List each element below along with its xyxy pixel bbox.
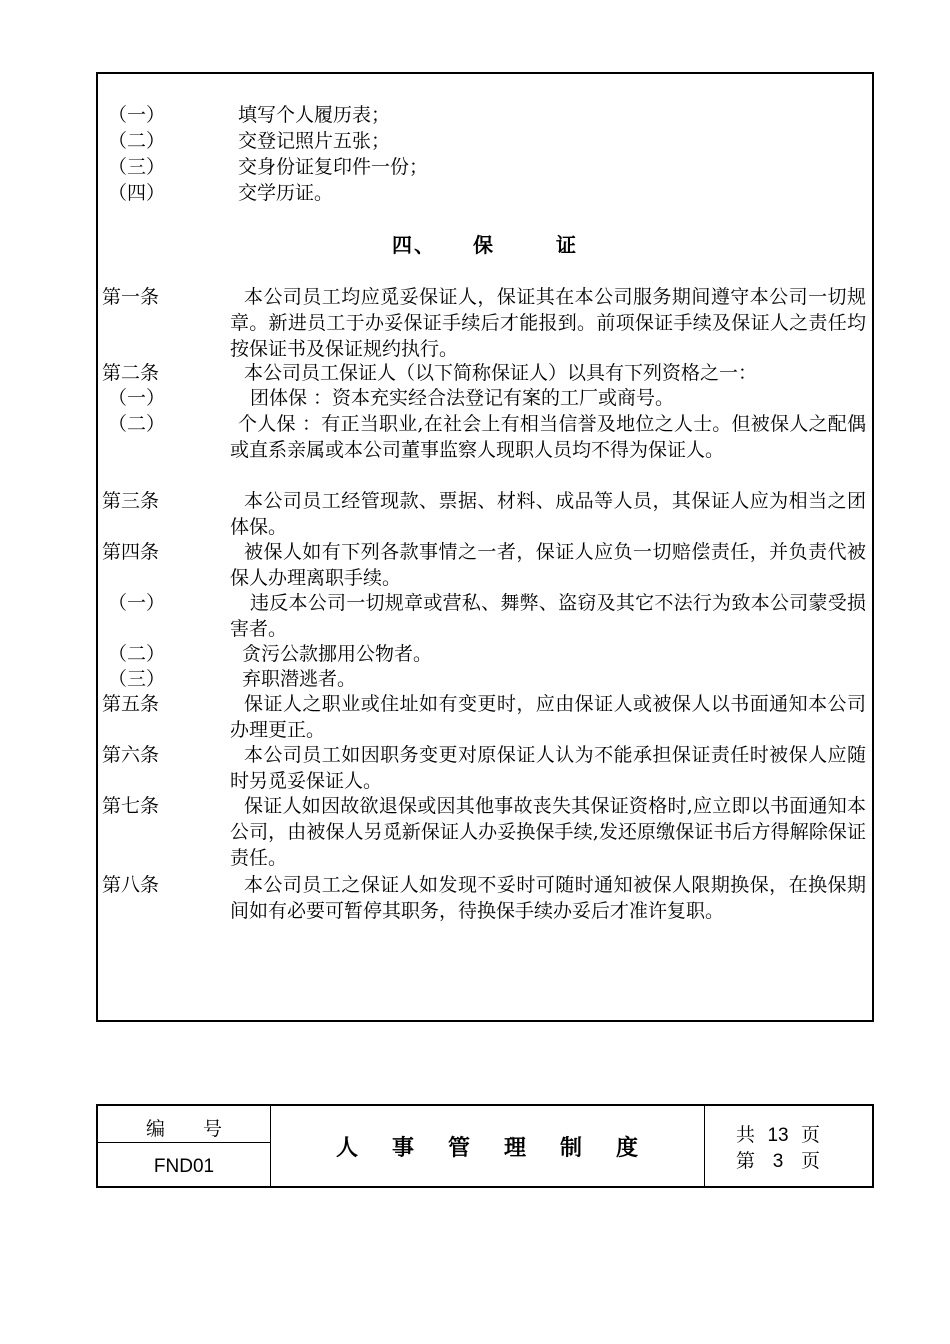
clause-text: 贪污公款挪用公物者。 [242, 643, 433, 665]
current-prefix: 第 [736, 1150, 756, 1172]
article-label: 第七条 [102, 795, 160, 817]
section-title-char: 保 [473, 233, 495, 257]
section-title-char: 证 [555, 233, 578, 257]
article-label: 第四条 [102, 541, 160, 563]
page-info-cell [704, 1106, 872, 1186]
requirement-label: （四） [108, 182, 166, 204]
clause-label: （一） [108, 592, 166, 614]
requirement-text: 交登记照片五张； [238, 130, 391, 152]
article-label: 第三条 [102, 490, 160, 512]
total-prefix: 共 [736, 1124, 756, 1146]
total-pages-number: 13 [767, 1125, 789, 1146]
current-page-number: 3 [772, 1151, 784, 1172]
article-text: 保证人如因故欲退保或因其他事故丧失其保证资格时,应立即以书面通知本公司，由被保人另觅新保证人办妥换保手续,发还原缴保证书后方得解除保证责任。 [230, 795, 866, 869]
clause-label: （二） [108, 643, 166, 665]
clause-text: 团体保 ：资本充实经合法登记有案的工厂或商号。 [250, 387, 675, 409]
page-suffix: 页 [801, 1150, 821, 1172]
article-label: 第八条 [102, 874, 160, 896]
article-text: 保证人之职业或住址如有变更时，应由保证人或被保人以书面通知本公司办理更正。 [230, 693, 866, 741]
clause-text: 个人保 ：有正当职业,在社会上有相当信誉及地位之人士。但被保人之配偶或直系亲属或本公司董事监察人现职人员均不得为保证人。 [230, 413, 866, 461]
section-number: 四、 [392, 233, 437, 257]
clause-label: （三） [108, 668, 166, 690]
document-title: 人事管理制度 [335, 1135, 672, 1161]
requirement-label: （三） [108, 156, 166, 178]
article-label: 第二条 [102, 362, 160, 384]
clause-text: 违反本公司一切规章或营私、舞弊、盗窃及其它不法行为致本公司蒙受损害者。 [230, 592, 866, 640]
clause-text: 弃职潜逃者。 [242, 668, 357, 690]
requirement-text: 填写个人履历表； [238, 104, 391, 126]
article-label: 第一条 [102, 286, 160, 308]
requirement-label: （二） [108, 130, 166, 152]
requirement-text: 交学历证。 [238, 182, 334, 204]
document-code-header: 编号 [98, 1106, 270, 1143]
requirement-text: 交身份证复印件一份； [238, 156, 429, 178]
document-body [96, 72, 874, 1022]
article-text: 本公司员工如因职务变更对原保证人认为不能承担保证责任时被保人应随时另觅妥保证人。 [230, 744, 866, 792]
article-text: 本公司员工经管现款、票据、材料、成品等人员，其保证人应为相当之团体保。 [230, 490, 866, 538]
requirement-label: （一） [108, 104, 166, 126]
document-footer [96, 1104, 874, 1188]
total-pages [736, 1122, 820, 1149]
clause-label: （二） [108, 413, 166, 435]
article-text: 本公司员工保证人（以下简称保证人）以具有下列资格之一： [244, 362, 758, 384]
article-label: 第六条 [102, 744, 160, 766]
document-code-cell [98, 1106, 271, 1186]
article-text: 本公司员工均应觅妥保证人，保证其在本公司服务期间遵守本公司一切规章。新进员工于办妥保证手续后才能报到。前项保证手续及保证人之责任均按保证书及保证规约执行。 [230, 286, 866, 360]
article-text: 本公司员工之保证人如发现不妥时可随时通知被保人限期换保，在换保期间如有必要可暂停其职务，待换保手续办妥后才准许复职。 [230, 874, 866, 922]
clause-label: （一） [108, 387, 166, 409]
section-heading [98, 229, 872, 258]
article-label: 第五条 [102, 693, 160, 715]
current-page [736, 1148, 820, 1175]
page-suffix: 页 [801, 1124, 821, 1146]
document-title-cell [270, 1106, 705, 1186]
document-code: FND01 [153, 1156, 215, 1177]
article-text: 被保人如有下列各款事情之一者，保证人应负一切赔偿责任，并负责代被保人办理离职手续。 [230, 541, 866, 589]
